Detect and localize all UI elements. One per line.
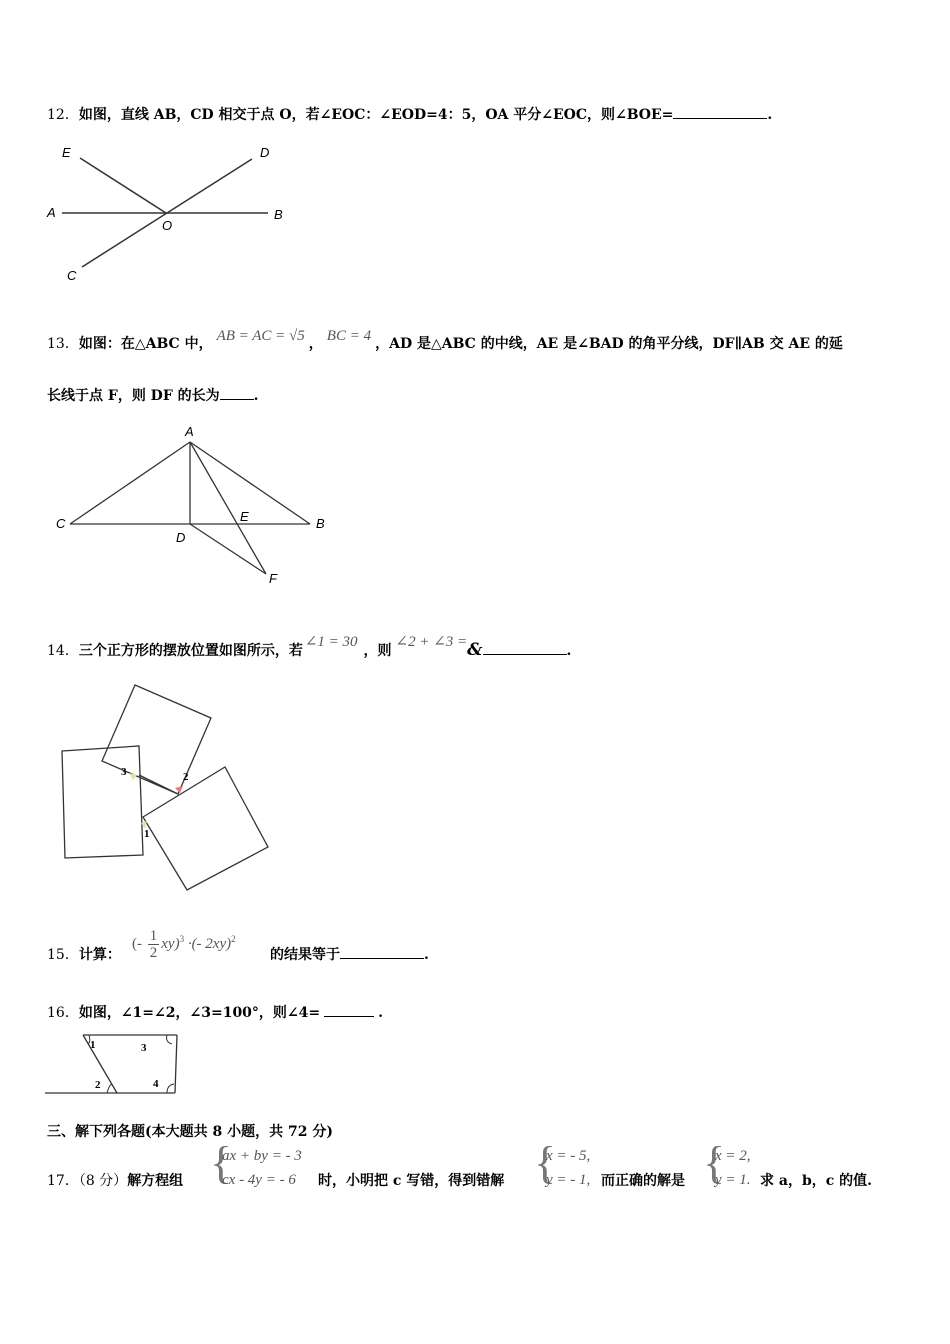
label-C: C xyxy=(56,516,66,531)
question-14 xyxy=(47,634,572,660)
question-text-d: 求 a，b，c 的值. xyxy=(760,1173,873,1189)
wrong-x: x = - 5, xyxy=(546,1148,591,1164)
right-y: y = 1. xyxy=(715,1172,751,1188)
exponent-2: 2 xyxy=(231,933,236,944)
question-text-a: 解方程组 xyxy=(127,1173,184,1189)
equation-system xyxy=(222,1144,302,1192)
question-text-a: 计算： xyxy=(78,947,121,963)
brace-wrong: { xyxy=(534,1137,557,1188)
answer-blank[interactable] xyxy=(324,1004,374,1017)
question-text: 如图，∠1=∠2，∠3=100°，则∠4= xyxy=(78,1005,321,1021)
question-13-line2 xyxy=(47,385,259,405)
angle-arc-4 xyxy=(167,1084,174,1093)
answer-blank[interactable] xyxy=(340,946,424,959)
triangle-edge xyxy=(139,775,178,794)
separator: ， xyxy=(308,336,323,352)
wrong-y: y = - 1, xyxy=(546,1172,591,1188)
side-AC xyxy=(70,442,190,524)
right-side xyxy=(175,1035,177,1093)
question-text-c: 长线于点 F，则 DF 的长为 xyxy=(47,388,220,404)
fraction-denominator: 2 xyxy=(149,945,158,961)
question-13 xyxy=(47,328,843,353)
section-heading: 三、解下列各题(本大题共 8 小题，共 72 分) xyxy=(47,1124,333,1140)
label-4: 4 xyxy=(153,1078,159,1090)
math-bc: BC = 4 xyxy=(326,328,372,344)
question-15 xyxy=(47,944,121,964)
expr-second: ·(- 2xy) xyxy=(187,935,232,952)
period: . xyxy=(566,643,572,659)
figure-intersecting-lines xyxy=(40,140,310,290)
ray-OE xyxy=(80,158,166,213)
label-C: C xyxy=(67,268,77,283)
question-number: 14． xyxy=(47,643,79,659)
brace-right: { xyxy=(703,1137,726,1188)
question-number: 12． xyxy=(47,107,79,123)
question-text-b: 时，小明把 c 写错，得到错解 xyxy=(318,1173,505,1189)
figure-triangle-abc xyxy=(50,420,340,590)
question-15-tail xyxy=(270,944,429,964)
fraction xyxy=(148,928,160,961)
question-text-b: ，则 xyxy=(363,643,392,659)
period: . xyxy=(378,1005,384,1021)
question-17 xyxy=(47,1170,183,1190)
label-2: 2 xyxy=(95,1079,101,1091)
math-angle-sum: ∠2 + ∠3 = xyxy=(395,634,468,650)
question-points: （8 分） xyxy=(78,1173,128,1189)
right-x: x = 2, xyxy=(715,1148,751,1164)
label-B: B xyxy=(274,207,283,222)
segment-AF xyxy=(190,442,266,574)
question-number: 13． xyxy=(47,336,79,352)
figure-parallelogram xyxy=(45,1030,195,1100)
period: . xyxy=(767,107,773,123)
math-expression xyxy=(132,928,236,961)
question-number: 16． xyxy=(47,1005,79,1021)
label-3: 3 xyxy=(141,1042,147,1054)
question-17-tail xyxy=(760,1170,872,1190)
answer-blank[interactable] xyxy=(673,106,767,119)
label-1: 1 xyxy=(90,1039,96,1051)
label-E: E xyxy=(240,509,249,524)
angle-mark-3 xyxy=(129,773,137,780)
angle-mark-2 xyxy=(175,786,183,793)
question-number: 15． xyxy=(47,947,79,963)
label-D: D xyxy=(260,145,270,160)
question-17-mid2 xyxy=(601,1170,685,1190)
correct-solution xyxy=(715,1144,751,1192)
question-16 xyxy=(47,1002,383,1022)
period: . xyxy=(253,388,259,404)
question-text-a: 如图：在△ABC 中， xyxy=(78,336,213,352)
segment-DF xyxy=(190,524,266,574)
label-A: A xyxy=(185,424,194,439)
label-B: B xyxy=(316,516,325,531)
math-ab-ac: AB = AC = √5 xyxy=(216,328,305,344)
square-left xyxy=(62,746,143,858)
equation-2: cx - 4y = - 6 xyxy=(222,1172,296,1188)
question-text-c: 而正确的解是 xyxy=(601,1173,685,1189)
label-O: O xyxy=(162,218,173,233)
math-angle1: ∠1 = 30 xyxy=(304,634,358,650)
brace-system: { xyxy=(210,1137,233,1188)
label-D: D xyxy=(176,530,186,545)
question-17-mid xyxy=(318,1170,504,1190)
angle-arc-2 xyxy=(107,1084,112,1093)
label-1: 1 xyxy=(144,828,150,840)
exponent-3: 3 xyxy=(179,933,185,944)
question-number: 17． xyxy=(47,1173,79,1189)
label-3: 3 xyxy=(121,766,127,778)
label-A: A xyxy=(47,205,56,220)
angle-arc-3 xyxy=(167,1035,172,1044)
wrong-solution xyxy=(546,1144,590,1192)
label-2: 2 xyxy=(183,771,189,783)
question-text-b: ，AD 是△ABC 的中线，AE 是∠BAD 的角平分线，DF∥AB 交 AE 的延 xyxy=(375,336,843,352)
question-12 xyxy=(47,104,772,124)
garbled-glyph: & xyxy=(467,640,483,660)
question-text-a: 三个正方形的摆放位置如图所示，若 xyxy=(78,643,303,659)
square-top xyxy=(102,685,211,794)
answer-blank[interactable] xyxy=(483,642,567,655)
expr-xy: xy) xyxy=(161,935,180,952)
question-text-b: 的结果等于 xyxy=(270,947,340,963)
figure-three-squares xyxy=(55,680,275,895)
question-text: 如图，直线 AB，CD 相交于点 O，若∠EOC：∠EOD=4：5，OA 平分∠EOC，则∠BOE= xyxy=(78,107,674,123)
label-F: F xyxy=(269,571,277,586)
side-AB xyxy=(190,442,310,524)
answer-blank[interactable] xyxy=(220,387,254,400)
period: . xyxy=(424,947,429,963)
fraction-numerator: 1 xyxy=(149,928,158,944)
equation-1: ax + by = - 3 xyxy=(222,1148,302,1164)
expr-open: (- xyxy=(132,935,142,952)
label-E: E xyxy=(62,145,71,160)
